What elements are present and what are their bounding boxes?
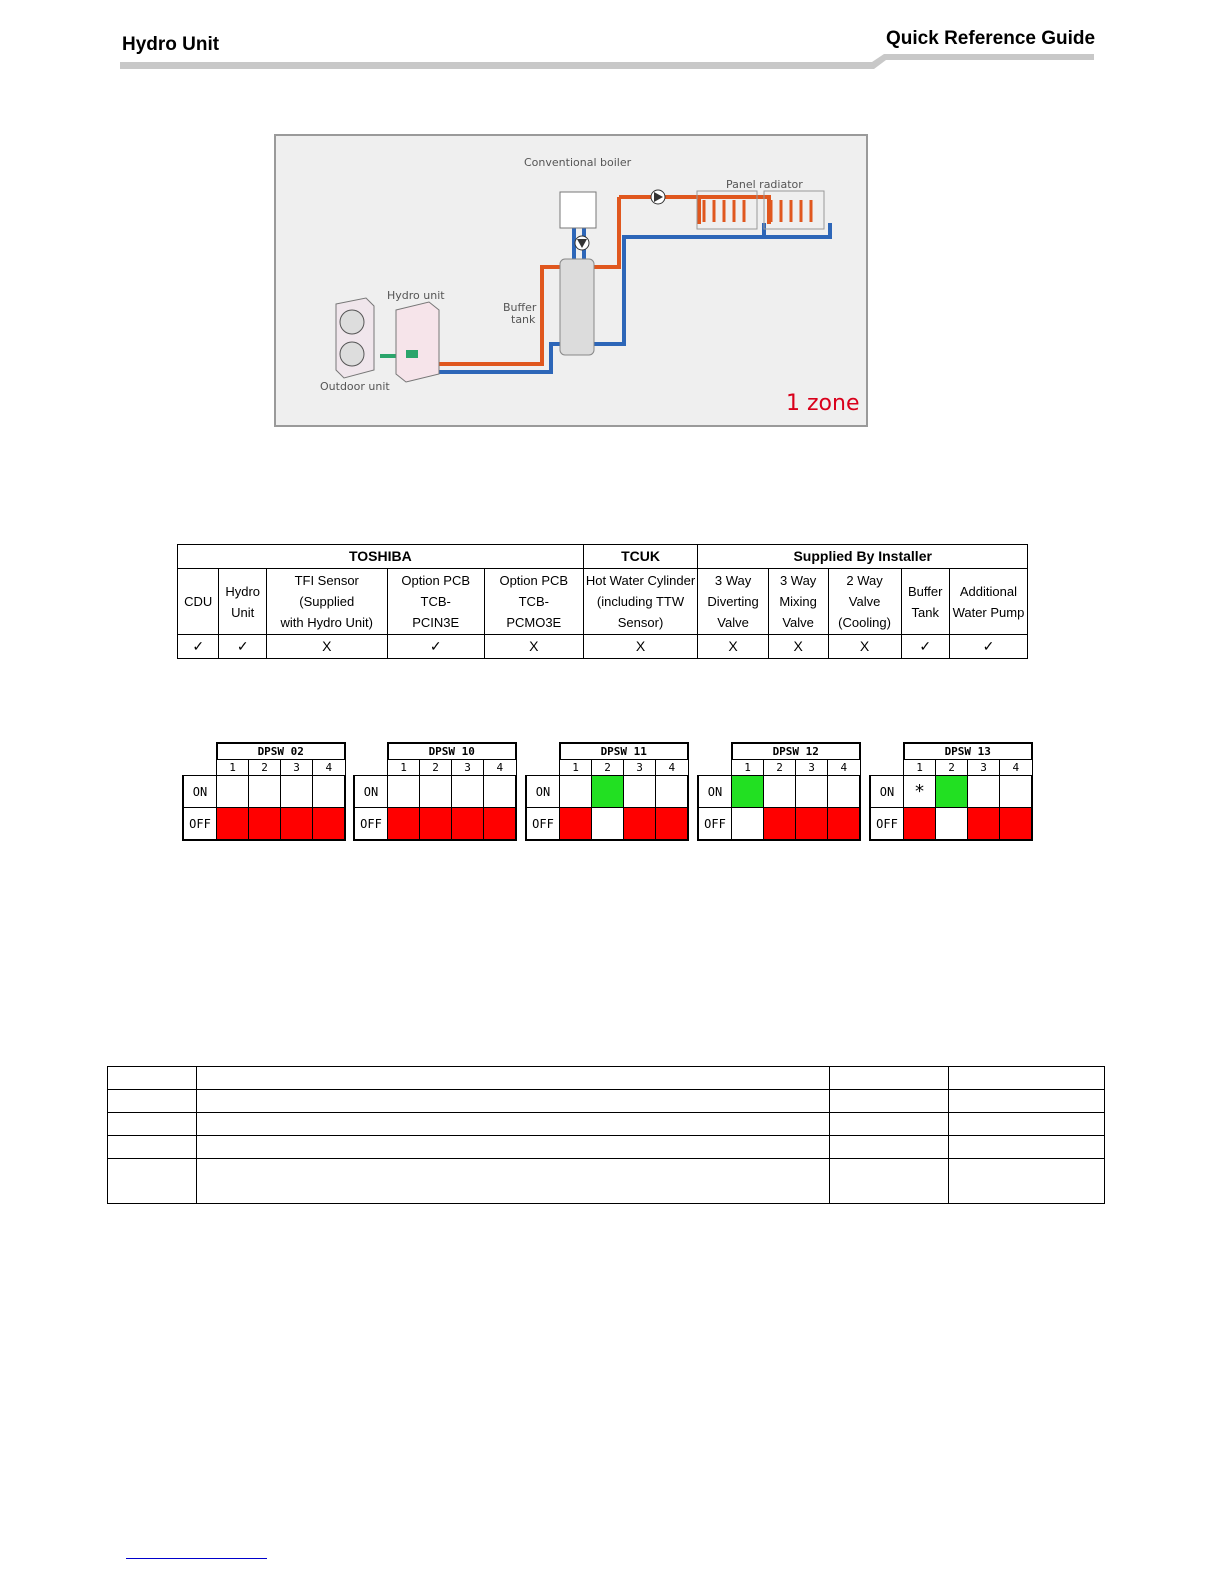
spacer — [183, 760, 217, 776]
column-header-line: PCMO3E — [506, 615, 562, 630]
column-header-line: (Cooling) — [838, 615, 891, 630]
switch-on-cell — [764, 776, 796, 808]
column-header-line: Sensor) — [617, 615, 664, 630]
column-header — [768, 569, 828, 635]
column-header — [484, 569, 583, 635]
on-label: ON — [183, 776, 217, 808]
switch-off-cell — [388, 808, 420, 841]
footer-link-line — [126, 1558, 267, 1559]
switch-number: 3 — [968, 760, 1000, 776]
switch-on-cell — [484, 776, 517, 808]
spacer — [354, 743, 388, 760]
column-header-line: Valve — [717, 615, 749, 630]
dpsw-title: DPSW 13 — [904, 743, 1033, 760]
dpsw-title: DPSW 10 — [388, 743, 517, 760]
column-header — [387, 569, 484, 635]
column-header-line: Mixing — [779, 594, 817, 609]
column-header-line: 3 Way — [779, 573, 817, 588]
on-label: ON — [354, 776, 388, 808]
column-mark: ✓ — [901, 635, 949, 659]
column-header — [901, 569, 949, 635]
label-buffer-2: tank — [511, 313, 536, 326]
column-header-line: Buffer — [908, 583, 943, 599]
spacer — [183, 743, 217, 760]
switch-number: 2 — [420, 760, 452, 776]
dpsw-block — [525, 742, 689, 841]
switch-number: 1 — [560, 760, 592, 776]
header-right-title: Quick Reference Guide — [886, 28, 1096, 49]
switch-number: 3 — [281, 760, 313, 776]
column-header-line: Tank — [911, 604, 939, 620]
off-label: OFF — [183, 808, 217, 841]
switch-on-cell — [624, 776, 656, 808]
outdoor-unit-icon — [336, 298, 374, 378]
switch-off-cell — [968, 808, 1000, 841]
column-header-line: 2 Way Valve — [846, 573, 883, 609]
header-left-title: Hydro Unit — [122, 34, 220, 55]
switch-off-cell — [313, 808, 346, 841]
switch-on-cell — [936, 776, 968, 808]
column-header — [828, 569, 901, 635]
column-mark: X — [768, 635, 828, 659]
dpsw-block — [697, 742, 861, 841]
column-header-line: (including TTW — [596, 594, 685, 609]
switch-off-cell — [732, 808, 764, 841]
label-radiator: Panel radiator — [726, 178, 803, 191]
switch-number: 1 — [904, 760, 936, 776]
column-header-line: TFI Sensor (Supplied — [294, 573, 359, 609]
group-tcuk: TCUK — [583, 545, 698, 569]
switch-on-cell — [904, 776, 936, 808]
column-header — [178, 569, 219, 635]
switch-on-cell — [249, 776, 281, 808]
switch-on-cell — [452, 776, 484, 808]
switch-on-cell — [592, 776, 624, 808]
group-installer: Supplied By Installer — [698, 545, 1028, 569]
switch-on-cell — [560, 776, 592, 808]
spacer — [354, 760, 388, 776]
switch-off-cell — [764, 808, 796, 841]
column-mark: X — [698, 635, 768, 659]
column-mark: ✓ — [219, 635, 267, 659]
column-header-line: Option PCB TCB- — [401, 573, 471, 609]
switch-off-cell — [936, 808, 968, 841]
column-mark: ✓ — [387, 635, 484, 659]
spacer — [870, 743, 904, 760]
switch-on-cell — [968, 776, 1000, 808]
column-mark: ✓ — [178, 635, 219, 659]
switch-on-cell — [217, 776, 249, 808]
switch-off-cell — [796, 808, 828, 841]
switch-number: 4 — [828, 760, 861, 776]
column-header-line: with Hydro Unit) — [280, 615, 373, 630]
column-mark: X — [484, 635, 583, 659]
off-label: OFF — [526, 808, 560, 841]
switch-number: 3 — [624, 760, 656, 776]
dpsw-title: DPSW 02 — [217, 743, 346, 760]
dpsw-block — [182, 742, 346, 841]
switch-on-cell — [828, 776, 861, 808]
dpsw-block — [353, 742, 517, 841]
switch-off-cell — [420, 808, 452, 841]
switch-off-cell — [828, 808, 861, 841]
column-header — [583, 569, 698, 635]
column-header-line: Unit — [231, 604, 255, 620]
star-marker: * — [914, 781, 925, 802]
switch-number: 1 — [217, 760, 249, 776]
label-boiler: Conventional boiler — [524, 156, 632, 169]
label-outdoor: Outdoor unit — [320, 380, 390, 393]
switch-on-cell — [732, 776, 764, 808]
switch-on-cell — [313, 776, 346, 808]
switch-off-cell — [904, 808, 936, 841]
dpsw-title: DPSW 12 — [732, 743, 861, 760]
switch-off-cell — [656, 808, 689, 841]
switch-off-cell — [560, 808, 592, 841]
spacer — [526, 760, 560, 776]
switch-off-cell — [624, 808, 656, 841]
switch-off-cell — [249, 808, 281, 841]
switch-on-cell — [281, 776, 313, 808]
column-header-line: Valve — [782, 615, 814, 630]
column-header-line: CDU — [184, 594, 213, 609]
switch-number: 2 — [936, 760, 968, 776]
column-header-line: 3 Way — [714, 573, 752, 588]
switch-number: 1 — [732, 760, 764, 776]
switch-off-cell — [592, 808, 624, 841]
switch-on-cell — [796, 776, 828, 808]
switch-on-cell — [388, 776, 420, 808]
spacer — [698, 743, 732, 760]
components-table — [177, 544, 1028, 659]
switch-off-cell — [484, 808, 517, 841]
column-header — [266, 569, 387, 635]
switch-off-cell — [217, 808, 249, 841]
column-header — [949, 569, 1027, 635]
column-header — [698, 569, 768, 635]
column-mark: X — [828, 635, 901, 659]
column-mark: ✓ — [949, 635, 1027, 659]
switch-number: 3 — [796, 760, 828, 776]
dpsw-block — [869, 742, 1033, 841]
switch-off-cell — [281, 808, 313, 841]
column-header-line: Hydro — [225, 583, 261, 599]
column-header-line: Water Pump — [952, 604, 1025, 620]
switch-on-cell — [420, 776, 452, 808]
column-header — [219, 569, 267, 635]
group-toshiba: TOSHIBA — [178, 545, 584, 569]
off-label: OFF — [698, 808, 732, 841]
spacer — [526, 743, 560, 760]
blank-table — [107, 1066, 1105, 1204]
off-label: OFF — [354, 808, 388, 841]
switch-on-cell — [656, 776, 689, 808]
switch-number: 1 — [388, 760, 420, 776]
on-label: ON — [526, 776, 560, 808]
dpsw-title: DPSW 11 — [560, 743, 689, 760]
column-mark: X — [266, 635, 387, 659]
switch-off-cell — [1000, 808, 1033, 841]
hydro-unit-icon — [396, 302, 439, 382]
system-diagram — [274, 134, 868, 427]
switch-number: 2 — [592, 760, 624, 776]
column-header-line: PCIN3E — [412, 615, 460, 630]
on-label: ON — [870, 776, 904, 808]
zone-label: 1 zone — [786, 391, 860, 416]
on-label: ON — [698, 776, 732, 808]
switch-on-cell — [1000, 776, 1033, 808]
label-buffer-1: Buffer — [503, 301, 537, 314]
spacer — [698, 760, 732, 776]
spacer — [870, 760, 904, 776]
switch-number: 3 — [452, 760, 484, 776]
switch-off-cell — [452, 808, 484, 841]
switch-number: 2 — [764, 760, 796, 776]
label-hydro: Hydro unit — [387, 289, 445, 302]
column-header-line: Option PCB TCB- — [499, 573, 569, 609]
column-mark: X — [583, 635, 698, 659]
column-header-line: Hot Water Cylinder — [585, 573, 696, 588]
switch-number: 4 — [656, 760, 689, 776]
column-header-line: Diverting — [707, 594, 759, 609]
switch-number: 4 — [313, 760, 346, 776]
column-header-line: Additional — [959, 583, 1017, 599]
off-label: OFF — [870, 808, 904, 841]
switch-number: 4 — [484, 760, 517, 776]
switch-number: 2 — [249, 760, 281, 776]
switch-number: 4 — [1000, 760, 1033, 776]
